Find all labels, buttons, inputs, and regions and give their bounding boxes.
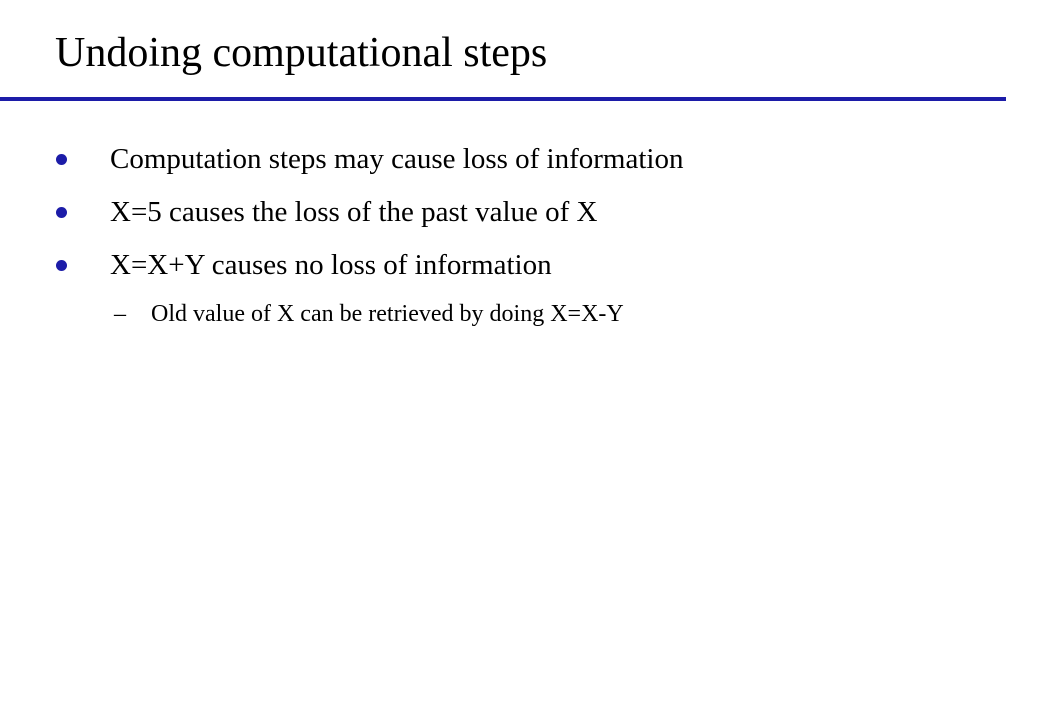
title-divider bbox=[0, 97, 1006, 101]
slide-title: Undoing computational steps bbox=[55, 30, 548, 76]
bullet-text: Computation steps may cause loss of information bbox=[110, 143, 684, 175]
bullet-item bbox=[0, 192, 1000, 232]
bullet-dot-icon bbox=[56, 260, 67, 271]
sub-bullet-dash: – bbox=[114, 301, 126, 327]
bullet-item bbox=[0, 139, 1000, 179]
bullet-text: X=X+Y causes no loss of information bbox=[110, 249, 552, 281]
bullet-dot-icon bbox=[56, 207, 67, 218]
bullet-text: X=5 causes the loss of the past value of X bbox=[110, 196, 598, 228]
sub-bullet-item bbox=[0, 297, 1000, 331]
bullet-dot-icon bbox=[56, 154, 67, 165]
bullet-item bbox=[0, 245, 1000, 285]
sub-bullet-text: Old value of X can be retrieved by doing X=X-Y bbox=[151, 301, 624, 327]
